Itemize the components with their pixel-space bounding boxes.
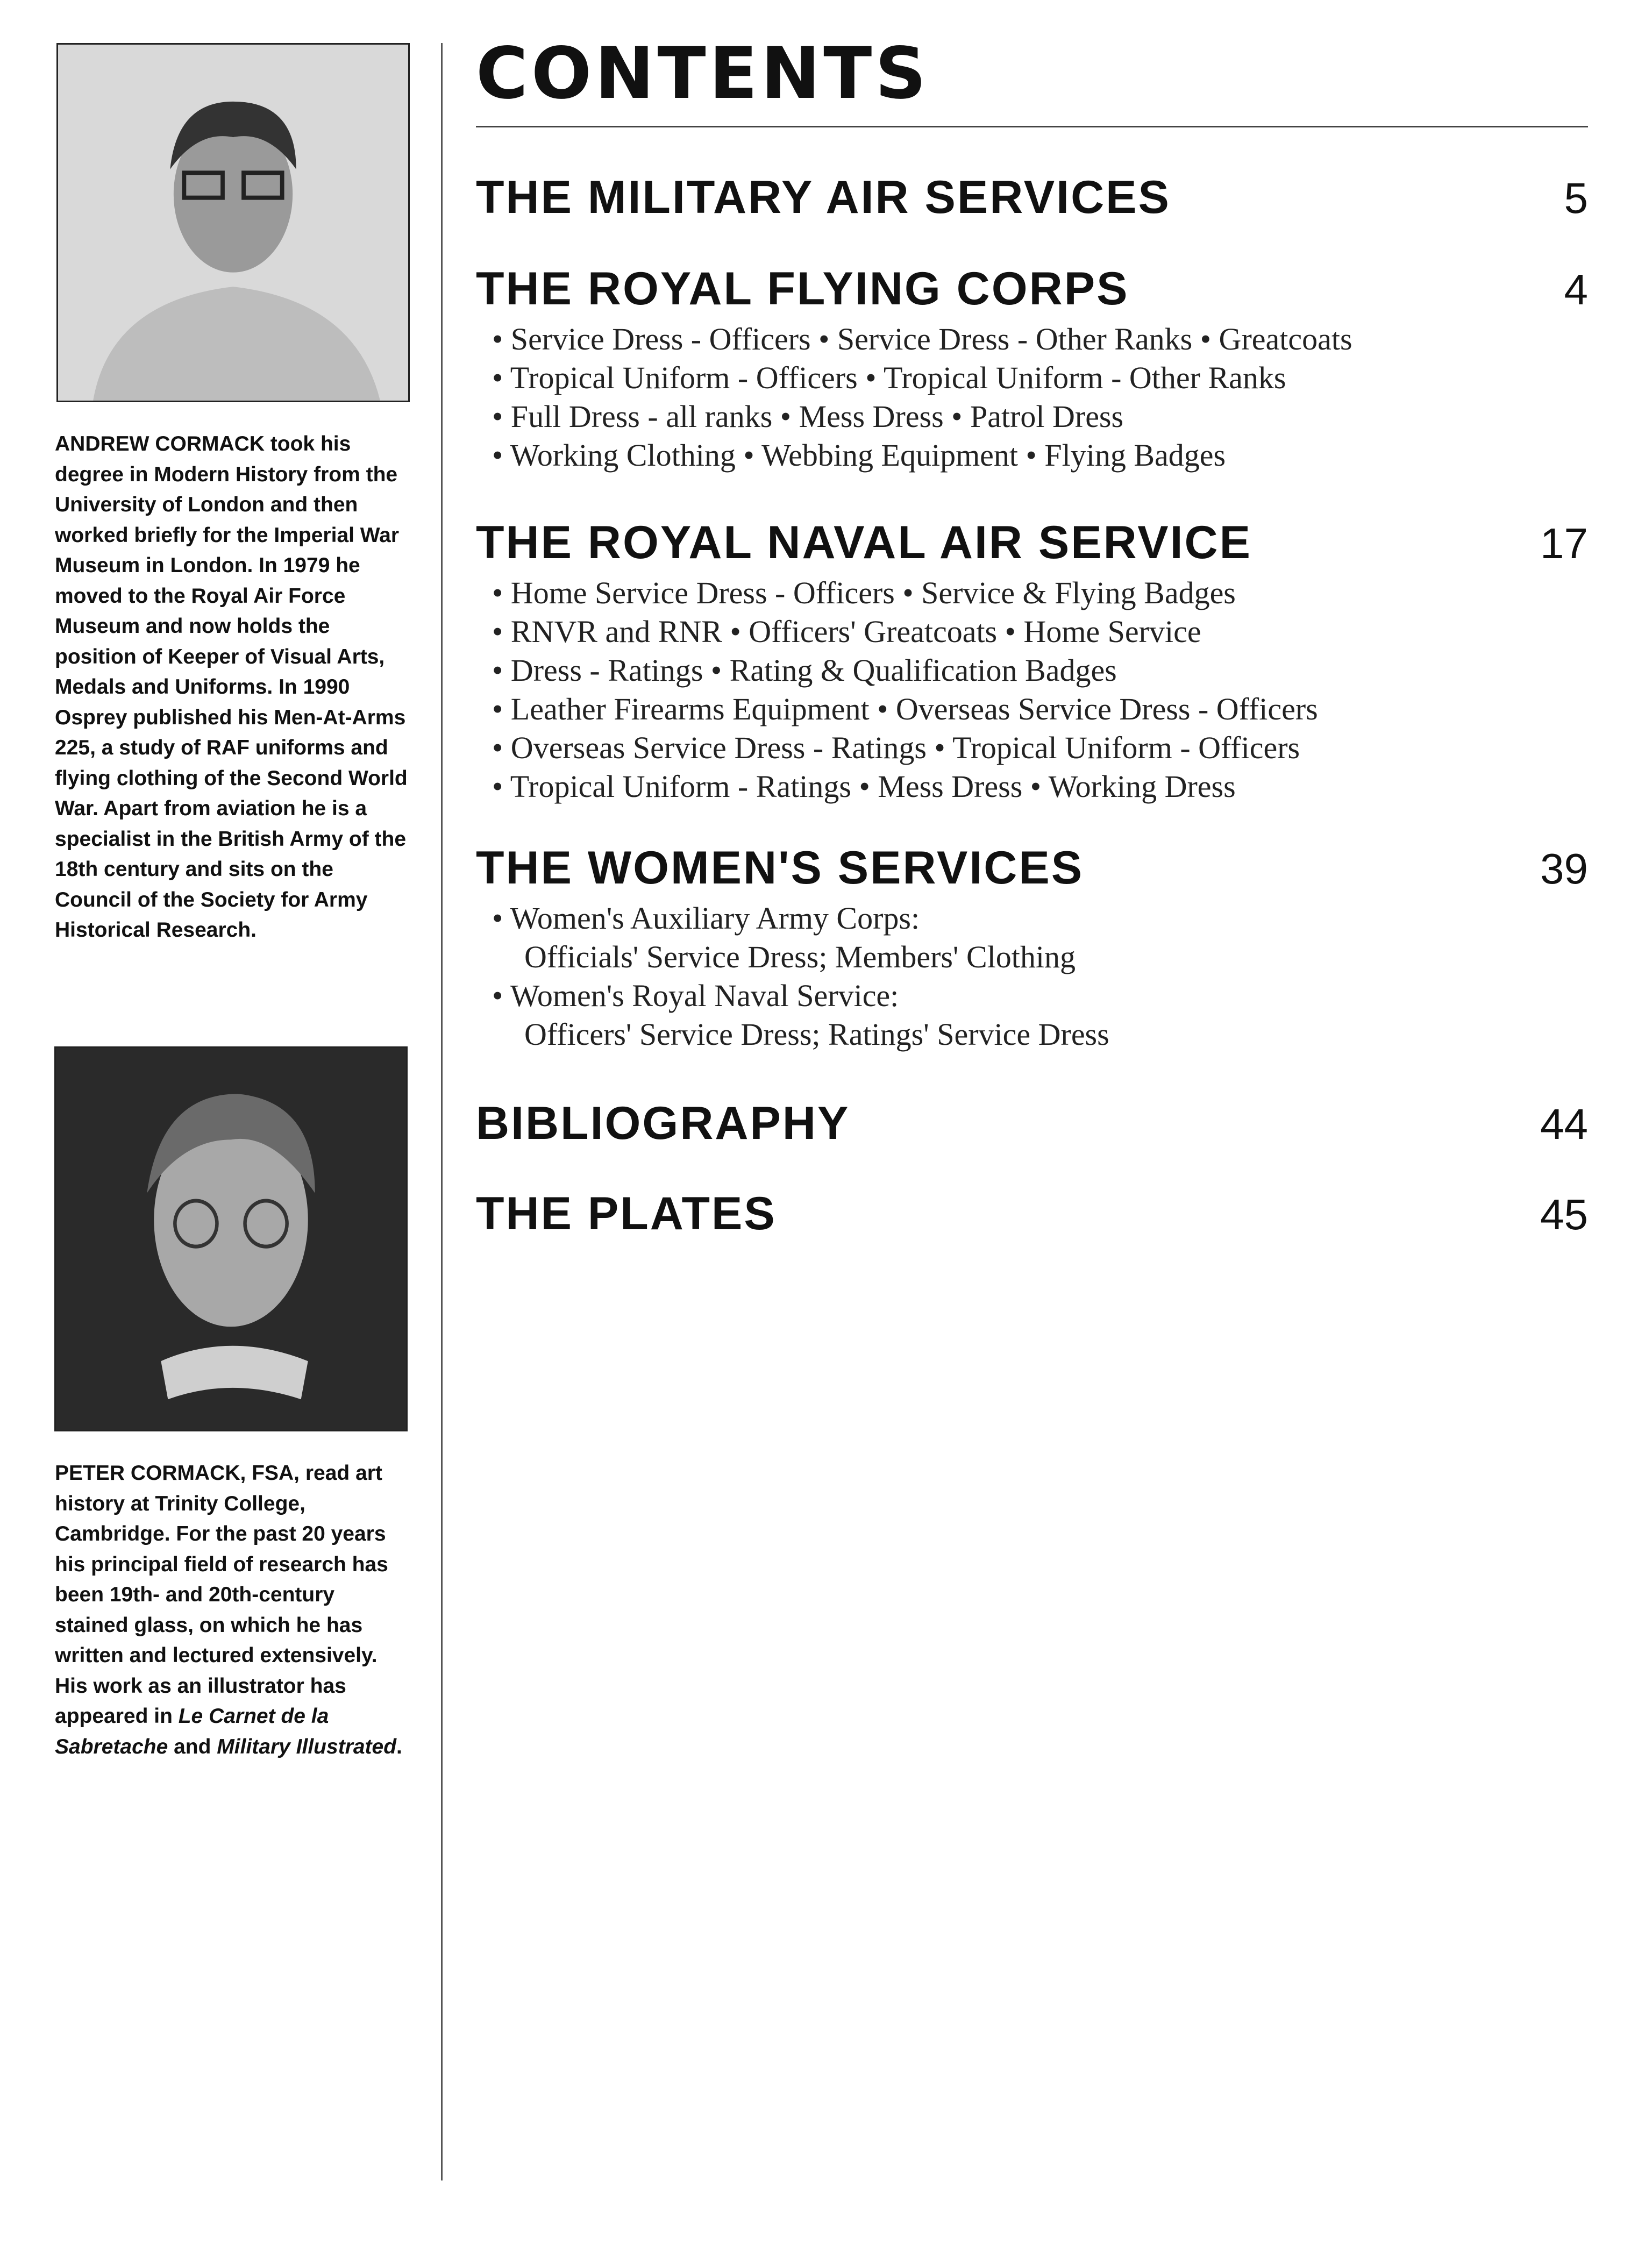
toc-heading: THE PLATES <box>476 1188 777 1239</box>
bio-text: . <box>396 1735 402 1758</box>
toc-page-number: 17 <box>1540 519 1588 567</box>
toc-item: • RNVR and RNR • Officers' Greatcoats • Home Service <box>492 614 1201 649</box>
bio-text: PETER CORMACK, FSA, read art history at Trinity College, Cambridge. For the past 20 years his principal field of research has been 19th- and 20th-century stained glass, on which he has written and lectured extensively. His work as an illustrator has appeared in <box>55 1462 388 1728</box>
toc-section <box>476 1097 1588 1150</box>
toc-section <box>476 1187 1588 1241</box>
toc-heading: THE ROYAL FLYING CORPS <box>476 263 1129 315</box>
toc-page-number: 45 <box>1540 1191 1588 1238</box>
toc-section <box>476 171 1588 224</box>
toc-section <box>476 262 1588 475</box>
toc-page-number: 5 <box>1564 174 1588 222</box>
toc-item: • Tropical Uniform - Officers • Tropical Uniform - Other Ranks <box>492 360 1286 395</box>
toc-item: • Women's Auxiliary Army Corps: <box>492 901 920 936</box>
publication-title: Military Illustrated <box>217 1735 397 1758</box>
toc-item: • Full Dress - all ranks • Mess Dress • Patrol Dress <box>492 399 1124 434</box>
column-divider <box>441 43 443 2180</box>
toc-item: • Leather Firearms Equipment • Overseas Service Dress - Officers <box>492 692 1318 726</box>
toc-item: • Tropical Uniform - Ratings • Mess Dress • Working Dress <box>492 769 1236 804</box>
toc-heading: BIBLIOGRAPHY <box>476 1098 850 1149</box>
toc-section <box>476 516 1588 806</box>
author-photo-andrew-cormack <box>56 43 410 402</box>
publication-title: Le Carnet de la Sabretache <box>55 1705 329 1758</box>
title-rule <box>476 126 1588 127</box>
toc-page-number: 39 <box>1540 845 1588 893</box>
toc-item: • Dress - Ratings • Rating & Qualification Badges <box>492 653 1117 688</box>
toc-section <box>476 842 1588 1054</box>
bio-andrew-cormack: ANDREW CORMACK took his degree in Modern History from the University of London and then worked briefly for the Imperial War Museum in London. In 1979 he moved to the Royal Air Force Museum and now holds the position of Keeper of Visual Arts, Medals and Uniforms. In 1990 Osprey published his Men-At-Arms 225, a study of RAF uniforms and flying clothing of the Second World War. Apart from aviation he is a specialist in the British Army of the 18th century and sits on the Council of the Society for Army Historical Research. <box>55 432 408 942</box>
toc-page-number: 44 <box>1540 1100 1588 1148</box>
toc-item: • Women's Royal Naval Service: <box>492 978 899 1013</box>
bio-peter-cormack <box>55 1458 410 1762</box>
toc-page-number: 4 <box>1564 266 1588 313</box>
page-title: CONTENTS <box>476 32 930 115</box>
toc-heading: THE WOMEN'S SERVICES <box>476 842 1084 894</box>
toc-item: Officials' Service Dress; Members' Clothing <box>524 939 1076 974</box>
toc-item: Officers' Service Dress; Ratings' Service Dress <box>524 1017 1109 1052</box>
toc-item: • Home Service Dress - Officers • Service & Flying Badges <box>492 575 1236 610</box>
author-photo-peter-cormack <box>54 1046 408 1431</box>
toc-item: • Working Clothing • Webbing Equipment • Flying Badges <box>492 438 1226 473</box>
toc-heading: THE MILITARY AIR SERVICES <box>476 172 1171 223</box>
bio-text: and <box>168 1735 217 1758</box>
toc-heading: THE ROYAL NAVAL AIR SERVICE <box>476 517 1252 568</box>
toc-item: • Service Dress - Officers • Service Dress - Other Ranks • Greatcoats <box>492 322 1352 357</box>
toc-item: • Overseas Service Dress - Ratings • Tropical Uniform - Officers <box>492 730 1300 765</box>
